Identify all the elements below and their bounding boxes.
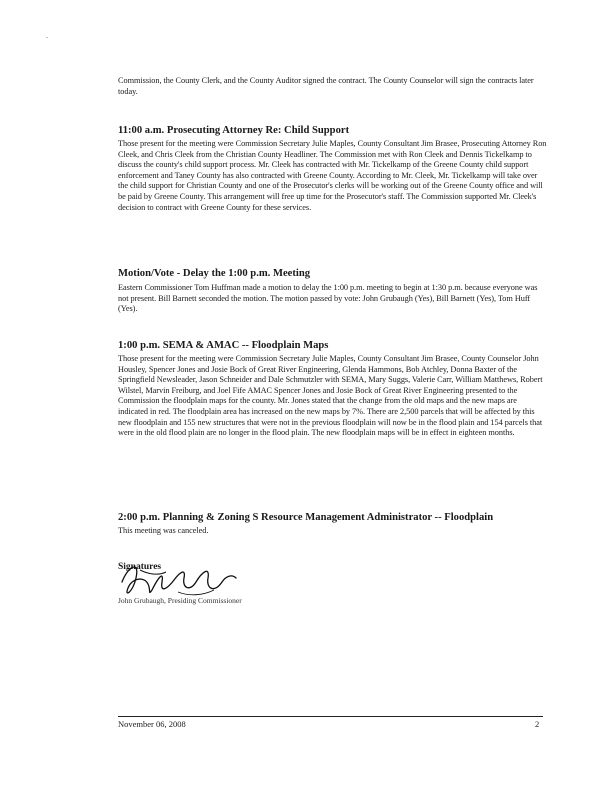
section-heading-planning-zoning: 2:00 p.m. Planning & Zoning S Resource Management Administrator -- Floodplain	[118, 512, 494, 523]
signature-label: Signatures	[118, 562, 162, 572]
section-body-child-support: Those present for the meeting were Commission Secretary Julie Maples, County Consultant Jim Brasee, Prosecuting Attorney Ron Cleek, and Chris Cleek from the Christian County Headliner. The Commission met with Ron Cleek and Dennis Tickelkamp to discuss the county's child support process. Mr. Cleek has contracted with Mr. Tickelkamp of the Greene County child support enforcement and Taney County has also contracted with Greene County. According to Mr. Cleek, Mr. Tickelkamp will take over the child support for Christian County and one of the Prosecutor's clerks will be working out of the Greene County office and will be paid by Greene County. This arrangement will free up time for the Prosecutor's staff. The Commission supported Mr. Cleek's decision to contract with Greene County for these services.	[118, 139, 547, 212]
section-body-planning-zoning: This meeting was canceled.	[118, 526, 209, 535]
section-body-delay-meeting: Eastern Commissioner Tom Huffman made a motion to delay the 1:00 p.m. meeting to begin at 1:30 p.m. because everyone was not present. Bill Barnett seconded the motion. The motion passed by vote: John Grubaugh (Yes), Bill Barnett (Yes), Tom Huff (Yes).	[118, 283, 538, 314]
section-heading-child-support: 11:00 a.m. Prosecuting Attorney Re: Child Support	[118, 125, 350, 136]
section-heading-floodplain-maps: 1:00 p.m. SEMA & AMAC -- Floodplain Maps	[118, 340, 329, 351]
signature-block	[118, 548, 242, 608]
section-body-floodplain-maps: Those present for the meeting were Commission Secretary Julie Maples, County Consultant Jim Brasee, County Counselor John Housley, Spencer Jones and Josie Bock of Great River Engineering, Glenda Hammons, Bob Atchley, Donna Baxter of the Springfield Newsleader, Jason Schneider and Dale Schmutzler with SEMA, Mary Suggs, Valerie Carr, William Matthews, Robert Wilstel, Marvin Freiburg, and Joel Fife AMAC Spencer Jones and Josie Bock of Great River Engineering presented to the Commission the floodplain maps for the county. Mr. Jones stated that the change from the old maps and the new maps are indicated in red. The floodplain area has increased on the new maps by 7%. There are 2,500 parcels that will be affected by this new floodplain and 155 new structures that were not in the previous floodplain will now be in the flood plain and 154 parcels that were in the old flood plain are no longer in the flood plain. The new floodplain maps will be in effect in eighteen months.	[118, 354, 543, 438]
signatory-name: John Grubaugh, Presiding Commissioner	[118, 596, 242, 605]
page-mark: -	[46, 35, 48, 41]
footer-date: November 06, 2008	[118, 719, 186, 729]
footer-page-number: 2	[535, 719, 540, 729]
section-heading-delay-meeting: Motion/Vote - Delay the 1:00 p.m. Meeting	[118, 268, 311, 279]
footer-divider	[118, 716, 543, 717]
continuation-paragraph: Commission, the County Clerk, and the County Auditor signed the contract. The County Counselor will sign the contracts later today.	[118, 76, 534, 96]
